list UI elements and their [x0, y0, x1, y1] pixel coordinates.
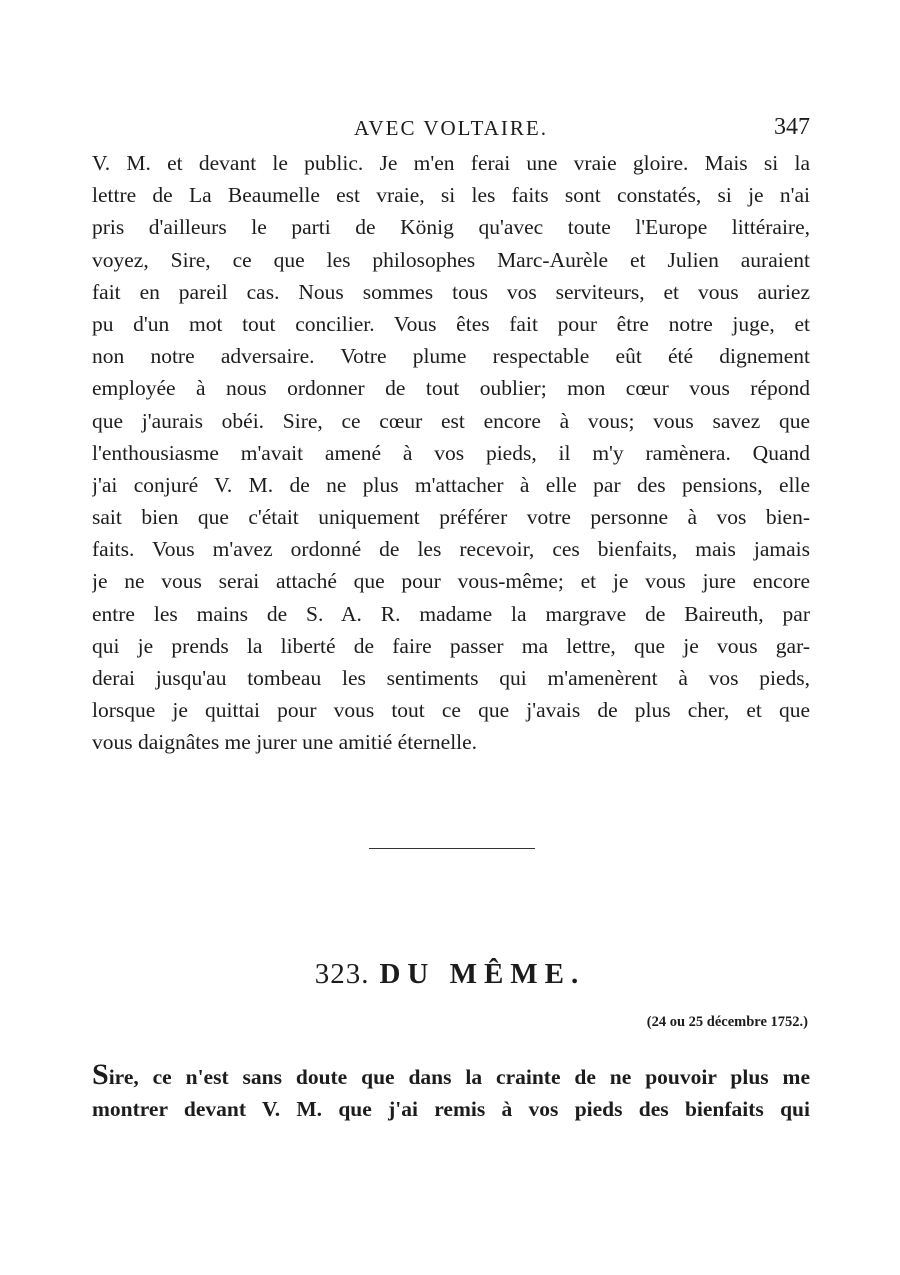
running-header [92, 112, 810, 146]
text-line: sait bien que c'était uniquement préférer votre personne à vos bien- [92, 505, 810, 530]
drop-cap: S [92, 1058, 109, 1091]
text-line: employée à nous ordonner de tout oublier; mon cœur vous répond [92, 376, 810, 401]
text-line: non notre adversaire. Votre plume respectable eût été dignement [92, 344, 810, 369]
opening-line-text: ire, ce n'est sans doute que dans la crainte de ne pouvoir plus me [108, 1065, 810, 1089]
text-line: je ne vous serai attaché que pour vous-même; et je vous jure encore [92, 569, 810, 594]
text-line: lettre de La Beaumelle est vraie, si les faits sont constatés, si je n'ai [92, 183, 810, 208]
running-title: AVEC VOLTAIRE. [354, 116, 548, 140]
text-line: pu d'un mot tout concilier. Vous êtes fait pour être notre juge, et [92, 311, 810, 336]
page-number: 347 [774, 114, 810, 140]
text-line: l'enthousiasme m'avait amené à vos pieds, il m'y ramènera. Quand [92, 440, 810, 465]
text-line: j'ai conjuré V. M. de ne plus m'attacher à elle par des pensions, elle [92, 472, 810, 497]
text-line: voyez, Sire, ce que les philosophes Marc-Aurèle et Julien auraient [92, 247, 810, 272]
text-line: derai jusqu'au tombeau les sentiments qui m'amenèrent à vos pieds, [92, 666, 810, 690]
letter-opening-text [92, 1058, 810, 1126]
letter-heading [0, 952, 900, 996]
letter-body-text [92, 147, 810, 759]
text-line: montrer devant V. M. que j'ai remis à vos pieds des bienfaits qui [92, 1097, 810, 1121]
text-line: V. M. et devant le public. Je m'en ferai une vraie gloire. Mais si la [92, 151, 810, 175]
text-line: pris d'ailleurs le parti de König qu'avec toute l'Europe littéraire, [92, 215, 810, 240]
text-line: lorsque je quittai pour vous tout ce que j'avais de plus cher, et que [92, 698, 810, 723]
text-line: fait en pareil cas. Nous sommes tous vos serviteurs, et vous auriez [92, 279, 810, 304]
letter-number: 323. [314, 958, 370, 990]
text-line: faits. Vous m'avez ordonné de les recevoir, ces bienfaits, mais jamais [92, 537, 810, 562]
text-line: entre les mains de S. A. R. madame la margrave de Baireuth, par [92, 601, 810, 626]
letter-title: DU MÊME. [379, 958, 586, 990]
text-line: que j'aurais obéi. Sire, ce cœur est encore à vous; vous savez que [92, 408, 810, 433]
text-line-first [92, 1058, 810, 1092]
letter-date: (24 ou 25 décembre 1752.) [646, 1014, 808, 1030]
text-line: vous daignâtes me jurer une amitié éternelle. [92, 730, 478, 755]
section-divider [369, 848, 535, 849]
text-line: qui je prends la liberté de faire passer ma lettre, que je vous gar- [92, 633, 810, 658]
